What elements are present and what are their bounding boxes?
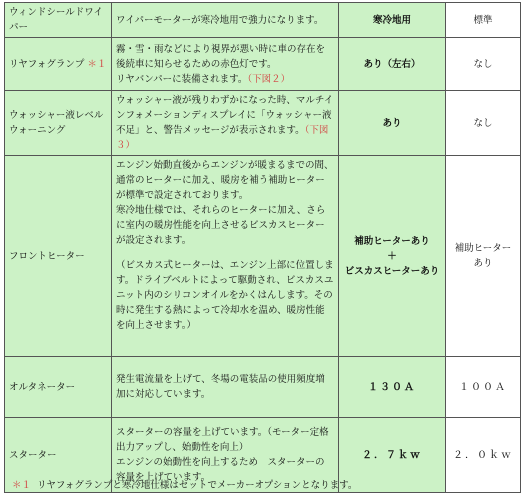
figure-reference: （下図２） xyxy=(247,73,291,85)
item-name: オルタネーター xyxy=(9,381,76,393)
description-line: （ビスカス式ヒーターは、エンジン上部に位置します。ドライブベルトによって駆動され、ビスカスユニット内のシリコンオイルをかくはんします。その時に発生する熱によって冷却水を温め、暖房性能を向上させます。） xyxy=(116,260,334,331)
standard-spec-cell xyxy=(446,156,521,357)
table-row xyxy=(5,38,521,91)
standard-spec-value: 標準 xyxy=(473,14,493,26)
item-name: ウィンドシールドワイパー xyxy=(9,7,103,33)
footnote-marker: ＊１ xyxy=(12,480,32,491)
standard-spec-cell xyxy=(446,38,521,91)
description-cell xyxy=(112,156,339,357)
table-row xyxy=(5,91,521,156)
footnote xyxy=(12,477,357,491)
item-name: フロントヒーター xyxy=(9,250,85,262)
item-name-cell xyxy=(5,91,112,156)
description-line: 発生電流量を上げて、冬場の電装品の使用頻度増加に対応しています。 xyxy=(116,374,325,400)
standard-spec-value: なし xyxy=(473,58,493,70)
cold-spec-value: 寒冷地用 xyxy=(372,14,411,26)
standard-spec-value: 補助ヒーター xyxy=(454,243,512,254)
footnote-text: リヤフォグランプと寒冷地仕様はセットでメーカーオプションとなります。 xyxy=(37,480,358,491)
description-line: スターターの容量を上げています。（モーター定格出力アップし、始動性を向上） xyxy=(116,427,329,453)
standard-spec-value: なし xyxy=(473,117,493,129)
cold-spec-cell xyxy=(339,3,446,38)
description-cell xyxy=(112,357,339,418)
cold-spec-cell xyxy=(339,38,446,91)
item-name-cell xyxy=(5,3,112,38)
description-line: ワイパーモーターが寒冷地用で強力になります。 xyxy=(116,14,324,26)
description-line: リヤバンパーに装備されます。 xyxy=(116,73,248,85)
spec-table xyxy=(4,2,521,493)
cold-spec-cell xyxy=(339,357,446,418)
standard-spec-cell xyxy=(446,357,521,418)
description-line: 寒冷地仕様では、それらのヒーターに加え、さらに室内の暖房性能を向上させるビスカスヒーターが設定されます。 xyxy=(116,205,326,246)
description-cell xyxy=(112,91,339,156)
table-row xyxy=(5,357,521,418)
standard-spec-value: ２．０ｋｗ xyxy=(453,449,513,461)
cold-spec-value: １３０Ａ xyxy=(368,381,416,393)
cold-spec-value: ビスカスヒーターあり xyxy=(344,265,440,277)
item-name: ウォッシャー液レベルウォーニング xyxy=(9,110,104,136)
footnote-marker: ＊１ xyxy=(87,58,107,70)
description-line: エンジン始動直後からエンジンが暖まるまでの間、通常のヒーターに加え、暖房を補う補助ヒーターが標準で設定されております。 xyxy=(116,160,334,201)
cold-spec-cell xyxy=(339,156,446,357)
standard-spec-cell xyxy=(446,3,521,38)
description-cell xyxy=(112,38,339,91)
item-name: リヤフォグランプ xyxy=(9,58,85,70)
description-spacer xyxy=(116,248,334,258)
item-name-cell xyxy=(5,357,112,418)
cold-spec-cell xyxy=(339,91,446,156)
item-name-cell xyxy=(5,38,112,91)
standard-spec-value: １００Ａ xyxy=(459,381,507,393)
description-line: エンジンの始動性を向上するため スターターの容量を上げています。 xyxy=(116,457,325,483)
item-name-cell xyxy=(5,156,112,357)
standard-spec-cell xyxy=(446,91,521,156)
cold-spec-plus: ＋ xyxy=(387,250,397,262)
cold-spec-value: あり（左右） xyxy=(363,58,421,70)
description-line: ウォッシャー液が残りわずかになった時、マルチインフォメーションディスプレイに「ウォッシャー液不足」と、警告メッセージが表示されます。 xyxy=(116,95,334,136)
description-line: 霧・雪・雨などにより視界が悪い時に車の存在を後続車に知らせるための赤色灯です。 xyxy=(116,43,326,70)
item-name: スターター xyxy=(9,449,57,461)
description-cell xyxy=(112,3,339,38)
cold-spec-value: 補助ヒーターあり xyxy=(354,235,430,247)
figure-reference: （下図３） xyxy=(116,125,329,151)
cold-spec-value: あり xyxy=(382,117,402,129)
table-row xyxy=(5,156,521,357)
standard-spec-cell xyxy=(446,418,521,493)
standard-spec-value: あり xyxy=(473,258,493,269)
table-row xyxy=(5,3,521,38)
cold-spec-value: ２．７ｋｗ xyxy=(362,449,422,461)
